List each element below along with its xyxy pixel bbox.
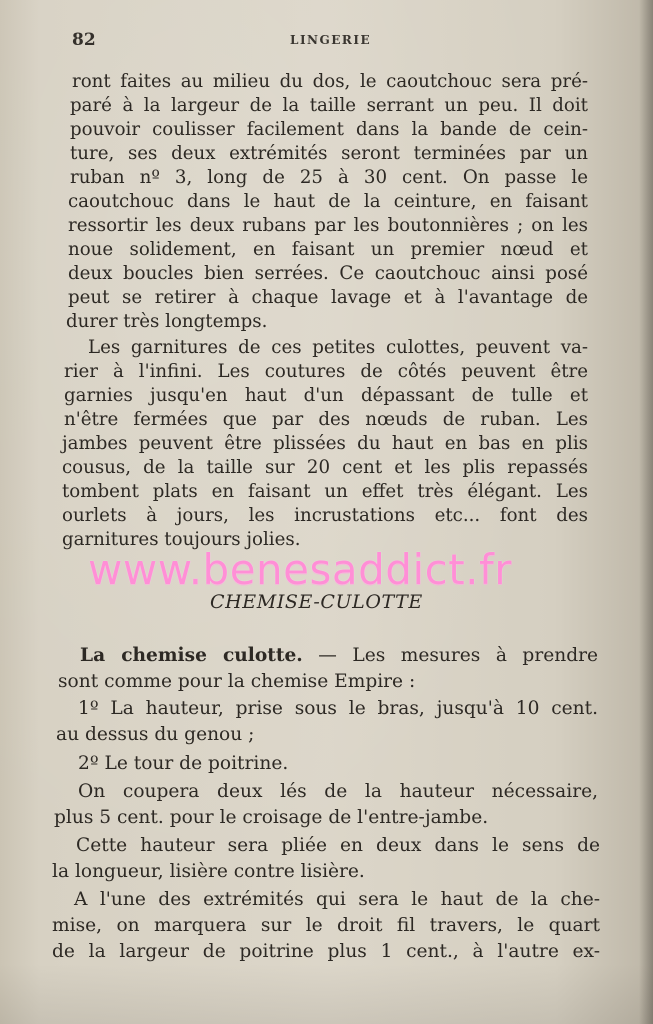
text-line: 1º La hauteur, prise sous le bras, jusqu'à 10 cent.	[78, 698, 598, 719]
text-line: n'être fermées que par des nœuds de ruban. Les	[64, 409, 588, 430]
running-head: LINGERIE	[290, 33, 372, 47]
term-heading: La chemise culotte.	[80, 645, 303, 666]
text-line: On coupera deux lés de la hauteur nécessaire,	[78, 781, 598, 802]
text-line: Les garnitures de ces petites culottes, peuvent va-	[88, 337, 588, 358]
site-watermark: www.benesaddict.fr	[88, 545, 513, 594]
text-line: noue solidement, en faisant un premier nœud et	[68, 239, 588, 260]
text-line: jambes peuvent être plissées du haut en bas en plis	[62, 433, 588, 454]
text-line: peut se retirer à chaque lavage et à l'avantage de	[68, 287, 588, 308]
text-line: de la largeur de poitrine plus 1 cent., à l'autre ex-	[52, 941, 600, 962]
text-line: ront faites au milieu du dos, le caoutchouc sera pré-	[72, 71, 588, 92]
text-line: sont comme pour la chemise Empire :	[58, 671, 416, 692]
section-title: CHEMISE-CULOTTE	[210, 591, 423, 613]
text-line: A l'une des extrémités qui sera le haut de la che-	[74, 889, 600, 910]
text-line: Cette hauteur sera pliée en deux dans le sens de	[76, 835, 600, 856]
text-line: au dessus du genou ;	[56, 724, 255, 745]
text-line: durer très longtemps.	[66, 311, 268, 332]
text-line: plus 5 cent. pour le croisage de l'entre-jambe.	[54, 807, 489, 828]
text-line: ourlets à jours, les incrustations etc... font des	[62, 505, 588, 526]
text-line: paré à la largeur de la taille serrant un peu. Il doit	[70, 95, 588, 116]
text-line: la longueur, lisière contre lisière.	[52, 861, 365, 882]
text-line: ruban nº 3, long de 25 à 30 cent. On passe le	[70, 167, 588, 188]
text-line: ture, ses deux extrémités seront terminées par un	[70, 143, 588, 164]
text-line: ressortir les deux rubans par les boutonnières ; on les	[68, 215, 588, 236]
text-line: tombent plats en faisant un effet très élégant. Les	[62, 481, 588, 502]
text-line: rier à l'infini. Les coutures de côtés peuvent être	[64, 361, 588, 382]
text-line: deux boucles bien serrées. Ce caoutchouc ainsi posé	[68, 263, 588, 284]
text-line: garnies jusqu'en haut d'un dépassant de tulle et	[64, 385, 588, 406]
text-line: pouvoir coulisser facilement dans la bande de cein-	[70, 119, 588, 140]
intro-rest: — Les mesures à prendre	[302, 645, 598, 666]
page-edge-shadow	[639, 0, 653, 1024]
text-line: caoutchouc dans le haut de la ceinture, en faisant	[68, 191, 588, 212]
bottom-shadow	[0, 964, 653, 1024]
text-line: mise, on marquera sur le droit fil travers, le quart	[52, 915, 600, 936]
text-line: cousus, de la taille sur 20 cent et les plis repassés	[62, 457, 588, 478]
text-line: 2º Le tour de poitrine.	[78, 753, 289, 774]
page-number: 82	[72, 30, 96, 50]
text-line: garnitures toujours jolies.	[62, 529, 301, 550]
text-line-intro	[80, 644, 598, 668]
